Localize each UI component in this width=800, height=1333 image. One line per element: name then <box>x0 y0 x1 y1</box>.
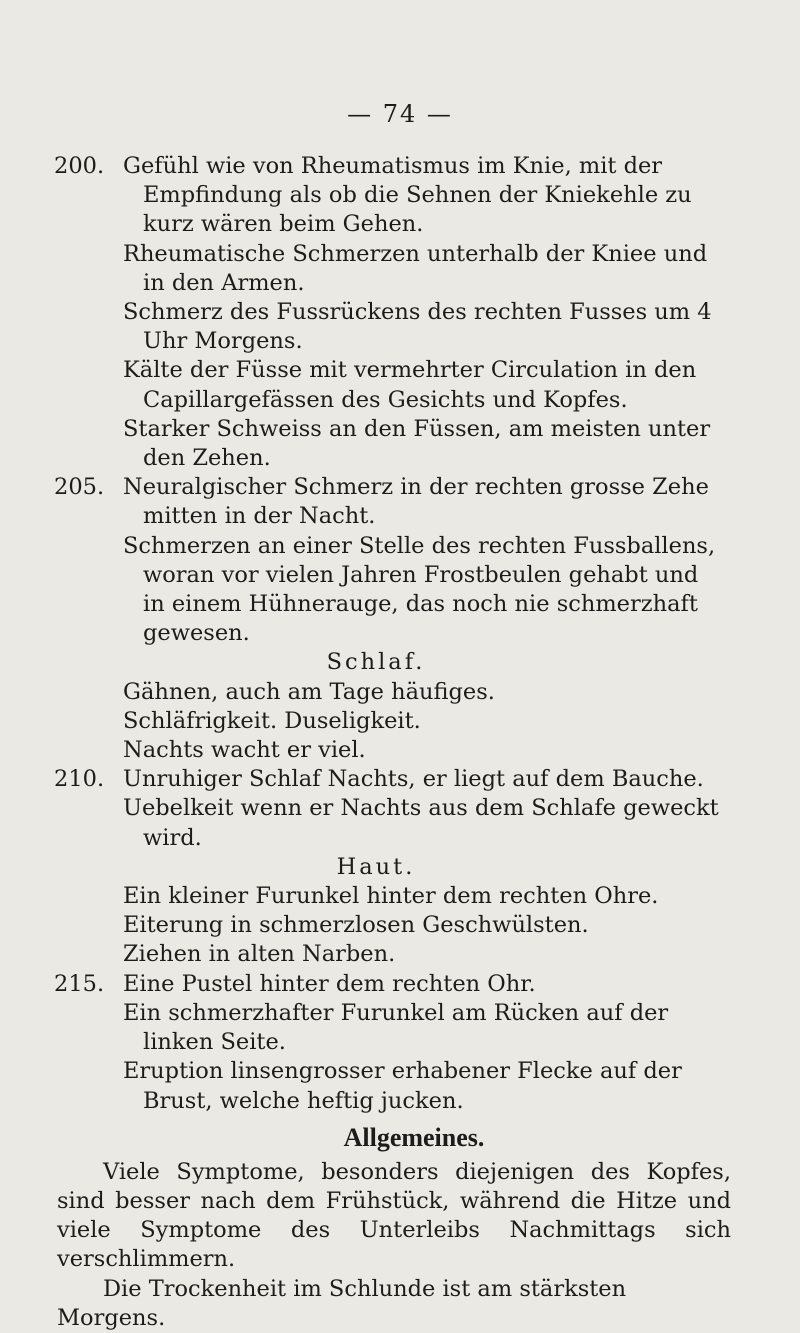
symptom-entry <box>0 736 723 765</box>
symptom-entry <box>0 882 723 911</box>
entry-text: Eruption linsengrosser erhabener Flecke auf der Brust, welche heftig jucken. <box>123 1058 682 1114</box>
entry-number: 205. <box>54 474 105 501</box>
section-heading-haut: Haut. <box>336 853 416 880</box>
symptom-entry <box>0 415 723 473</box>
entry-number: 200. <box>54 153 105 179</box>
entry-text: Neuralgischer Schmerz in der rechten grosse Zehe mitten in der Nacht. <box>123 474 709 530</box>
entry-text: Schmerz des Fussrückens des rechten Fusses um 4 Uhr Morgens. <box>123 299 712 355</box>
symptom-entry <box>0 473 723 531</box>
entry-text: Gähnen, auch am Tage häufiges. <box>123 678 495 705</box>
entry-text: Ziehen in alten Narben. <box>123 941 396 968</box>
entry-text: Schläfrigkeit. Duseligkeit. <box>123 707 421 734</box>
entry-text: Rheumatische Schmerzen unterhalb der Kniee und in den Armen. <box>123 240 708 296</box>
entry-text: Ein kleiner Furunkel hinter dem rechten Ohre. <box>123 883 659 910</box>
section-heading-schlaf: Schlaf. <box>326 649 426 676</box>
entry-text: Schmerzen an einer Stelle des rechten Fussballens, woran vor vielen Jahren Frostbeulen gehabt und in einem Hühnerauge, das noch nie schmerzhaft gewesen. <box>123 532 716 647</box>
entry-text: Gefühl wie von Rheumatismus im Knie, mit der Empfindung als ob die Sehnen der Kniekehle zu kurz wären beim Gehen. <box>123 153 692 238</box>
entry-text: Ein schmerzhafter Furunkel am Rücken auf der linken Seite. <box>123 999 669 1056</box>
entry-text: Eine Pustel hinter dem rechten Ohr. <box>123 970 536 997</box>
page-body <box>0 152 800 1333</box>
symptom-entry <box>0 298 723 356</box>
symptom-entry <box>0 152 723 240</box>
symptom-entry <box>0 970 723 999</box>
symptom-entry <box>0 765 723 794</box>
entry-text: Eiterung in schmerzlosen Geschwülsten. <box>123 912 589 939</box>
entry-number: 215. <box>54 970 105 997</box>
symptom-entry <box>0 240 723 298</box>
paragraph: Die Trockenheit im Schlunde ist am stärksten Morgens. <box>57 1275 627 1331</box>
entry-text: Kälte der Füsse mit vermehrter Circulation in den Capillargefässen des Gesichts und Kopfes. <box>123 357 697 413</box>
symptom-entry <box>0 678 723 707</box>
symptom-entry <box>0 911 723 940</box>
entry-text: Nachts wacht er viel. <box>123 737 366 764</box>
symptom-entry <box>0 940 723 969</box>
symptom-entry <box>0 707 723 736</box>
symptom-entry <box>0 999 723 1057</box>
symptom-entry <box>0 532 723 649</box>
entry-text: Uebelkeit wenn er Nachts aus dem Schlafe geweckt wird. <box>123 795 719 851</box>
entry-text: Unruhiger Schlaf Nachts, er liegt auf dem Bauche. <box>123 766 704 793</box>
symptom-entry <box>0 794 723 852</box>
entry-number: 210. <box>54 766 105 793</box>
page-number: — 74 — <box>347 100 453 128</box>
symptom-entry <box>0 356 723 414</box>
entry-text: Starker Schweiss an den Füssen, am meisten unter den Zehen. <box>123 415 711 472</box>
paragraph: Viele Symptome, besonders diejenigen des Kopfes, sind besser nach dem Frühstück, während die Hitze und viele Symptome des Unterleibs Nachmittags sich verschlimmern. <box>57 1158 731 1273</box>
section-heading-allgemeines: Allgemeines. <box>343 1122 485 1152</box>
symptom-entry <box>0 1057 723 1115</box>
